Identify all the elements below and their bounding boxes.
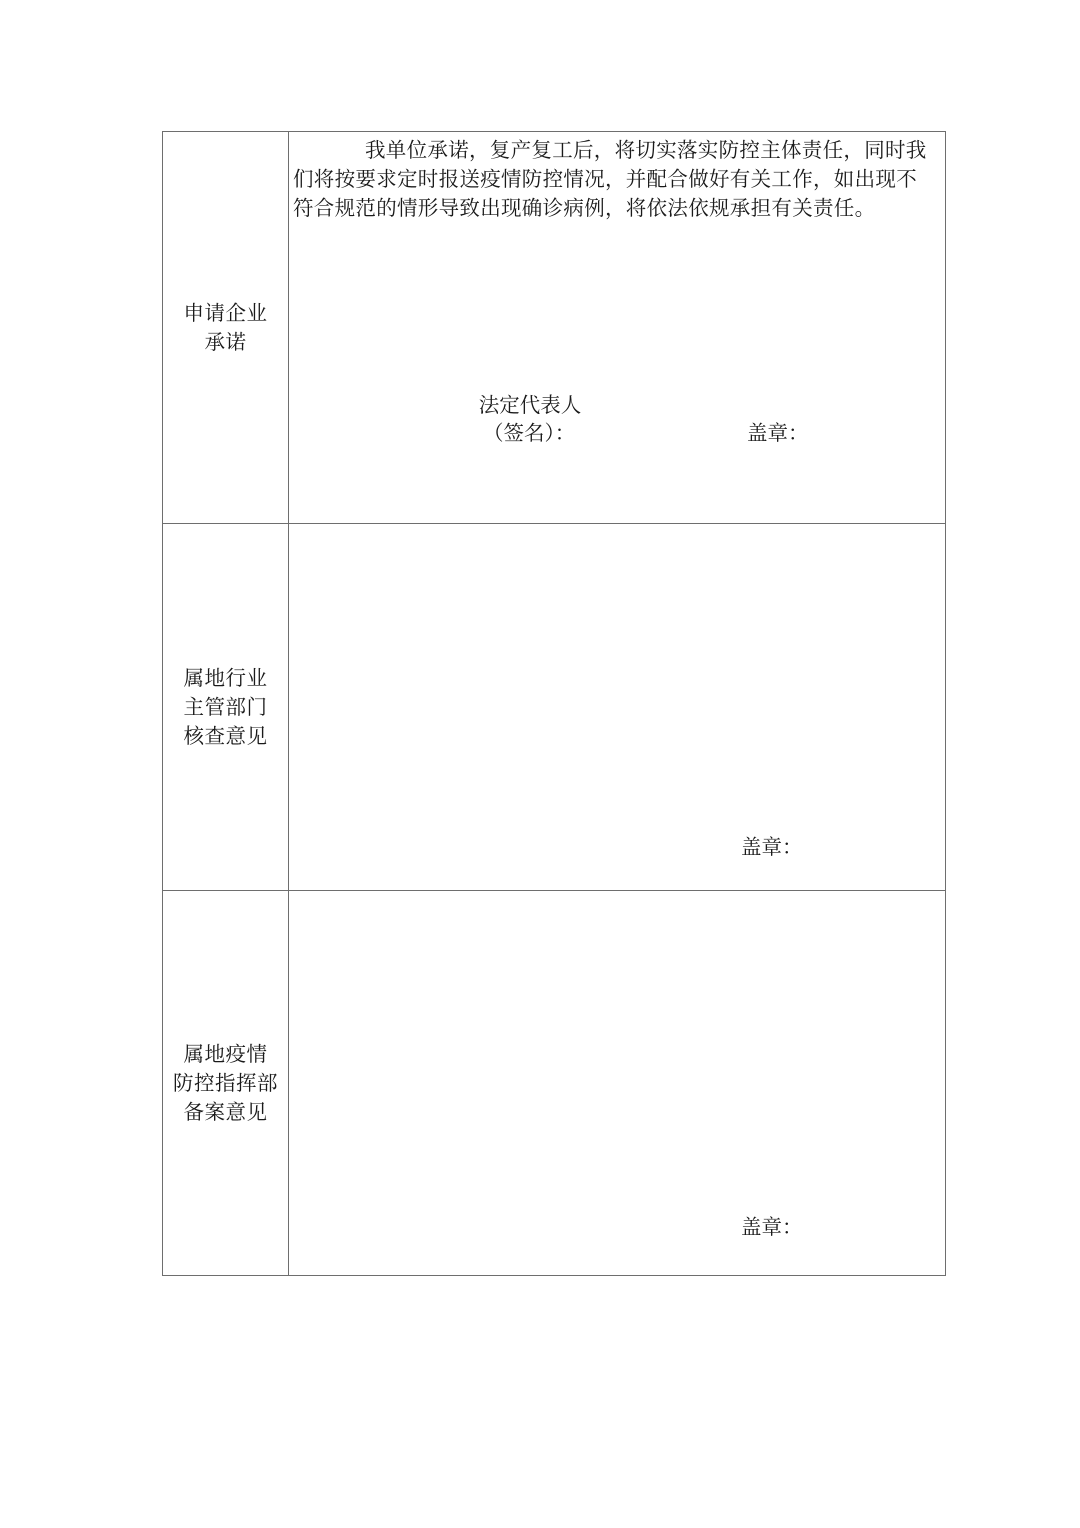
row-label-line: 防控指挥部 <box>173 1070 278 1095</box>
seal-label: 盖章： <box>741 1215 803 1239</box>
row-label <box>169 299 283 357</box>
legal-rep-line: 法定代表人 <box>478 393 582 417</box>
row-label-line: 备案意见 <box>183 1099 268 1124</box>
label-cell-epidemic-filing <box>163 891 289 1275</box>
commitment-line: 们将按要求定时报送疫情防控情况，并配合做好有关工作，如出现不 <box>293 167 917 191</box>
commitment-line: 符合规范的情形导致出现确诊病例，将依法依规承担有关责任。 <box>293 196 876 220</box>
content-cell-enterprise-commitment <box>289 132 945 523</box>
row-label-line: 属地疫情 <box>183 1041 268 1066</box>
commitment-text <box>293 136 945 223</box>
row-enterprise-commitment <box>163 132 945 524</box>
row-label-line: 属地行业 <box>183 665 268 690</box>
legal-representative-signature <box>475 391 585 447</box>
legal-rep-line: （签名）： <box>483 421 576 445</box>
row-industry-review <box>163 524 945 891</box>
row-label-line: 申请企业 <box>183 300 268 325</box>
row-label-line: 主管部门 <box>183 694 268 719</box>
row-label <box>169 664 283 751</box>
seal-label: 盖章： <box>741 835 803 859</box>
row-epidemic-filing <box>163 891 945 1275</box>
commitment-line: 我单位承诺，复产复工后，将切实落实防控主体责任，同时我 <box>365 138 927 162</box>
content-cell-industry-review <box>289 524 945 890</box>
label-cell-enterprise-commitment <box>163 132 289 523</box>
content-cell-epidemic-filing <box>289 891 945 1275</box>
approval-form-table <box>162 131 946 1276</box>
row-label-line: 核查意见 <box>183 723 268 748</box>
seal-label: 盖章： <box>747 421 809 445</box>
label-cell-industry-review <box>163 524 289 890</box>
row-label <box>169 1040 283 1127</box>
row-label-line: 承诺 <box>204 329 247 354</box>
